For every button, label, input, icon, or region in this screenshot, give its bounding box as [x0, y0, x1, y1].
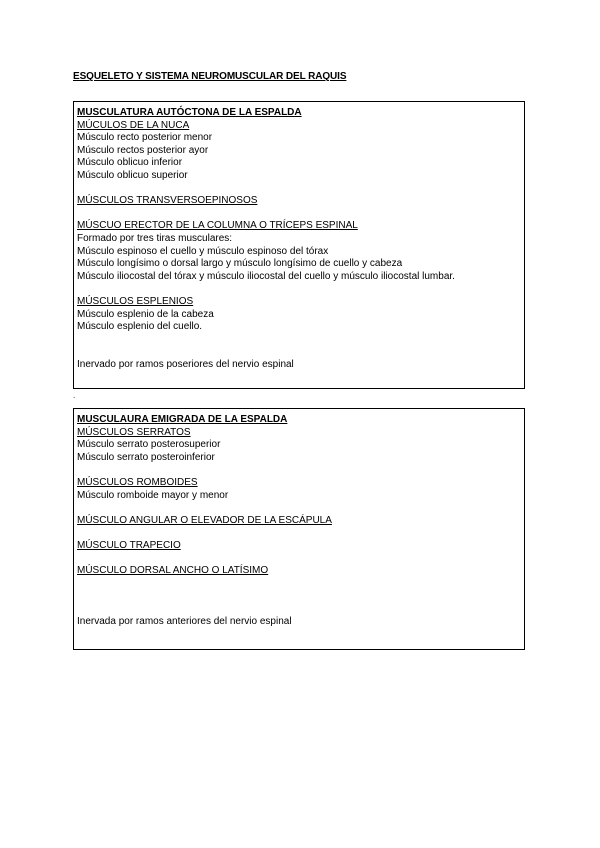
list-item: Músculo serrato posterosuperior [77, 439, 221, 451]
list-item: Músculo esplenio de la cabeza [77, 308, 214, 320]
autochthonous-musculature-box [73, 101, 525, 389]
innervation-note: Inervada por ramos anteriores del nervio espinal [77, 615, 292, 627]
box-title: MUSCULAURA EMIGRADA DE LA ESPALDA [77, 414, 288, 425]
list-item: Músculo oblicuo superior [77, 169, 188, 181]
list-item: Músculo recto posterior menor [77, 132, 213, 144]
list-item: Músculo oblicuo inferior [77, 157, 183, 169]
list-item: Músculo longísimo o dorsal largo y músculo longísimo de cuello y cabeza [77, 258, 403, 270]
section-title-trapecio: MÚSCULO TRAPECIO [77, 539, 181, 551]
section-title-angular: MÚSCULO ANGULAR O ELEVADOR DE LA ESCÁPULA [77, 514, 332, 526]
section-title-nuca: MÚCULOS DE LA NUCA [77, 119, 190, 131]
section-title-romboides: MÚSCULOS ROMBOIDES [77, 476, 198, 488]
section-title-transversoepinosos: MÚSCULOS TRANSVERSOEPINOSOS [77, 195, 258, 207]
innervation-note: Inervado por ramos poseriores del nervio espinal [77, 358, 294, 370]
box-title: MUSCULATURA AUTÓCTONA DE LA ESPALDA [77, 107, 302, 118]
list-item: Músculo rectos posterior ayor [77, 144, 209, 156]
list-item: Músculo iliocostal del tórax y músculo iliocostal del cuello y músculo iliocostal lumbar. [77, 270, 455, 282]
document-title: ESQUELETO Y SISTEMA NEUROMUSCULAR DEL RAQUIS [73, 71, 347, 82]
section-title-dorsal: MÚSCULO DORSAL ANCHO O LATÍSIMO [77, 565, 269, 577]
emigrated-musculature-box [73, 408, 525, 650]
separator-mark: . [73, 391, 76, 400]
section-title-esplenios: MÚSCULOS ESPLENIOS [77, 295, 194, 307]
list-item: Músculo serrato posteroinferior [77, 451, 215, 463]
list-item: Formado por tres tiras musculares: [77, 232, 233, 244]
section-title-erector: MÚSCUO ERECTOR DE LA COLUMNA O TRÍCEPS ESPINAL [77, 220, 358, 232]
list-item: Músculo espinoso el cuello y músculo espinoso del tórax [77, 245, 329, 257]
section-title-serratos: MÚSCULOS SERRATOS [77, 426, 191, 438]
list-item: Músculo esplenio del cuello. [77, 321, 203, 333]
list-item: Músculo romboide mayor y menor [77, 489, 229, 501]
